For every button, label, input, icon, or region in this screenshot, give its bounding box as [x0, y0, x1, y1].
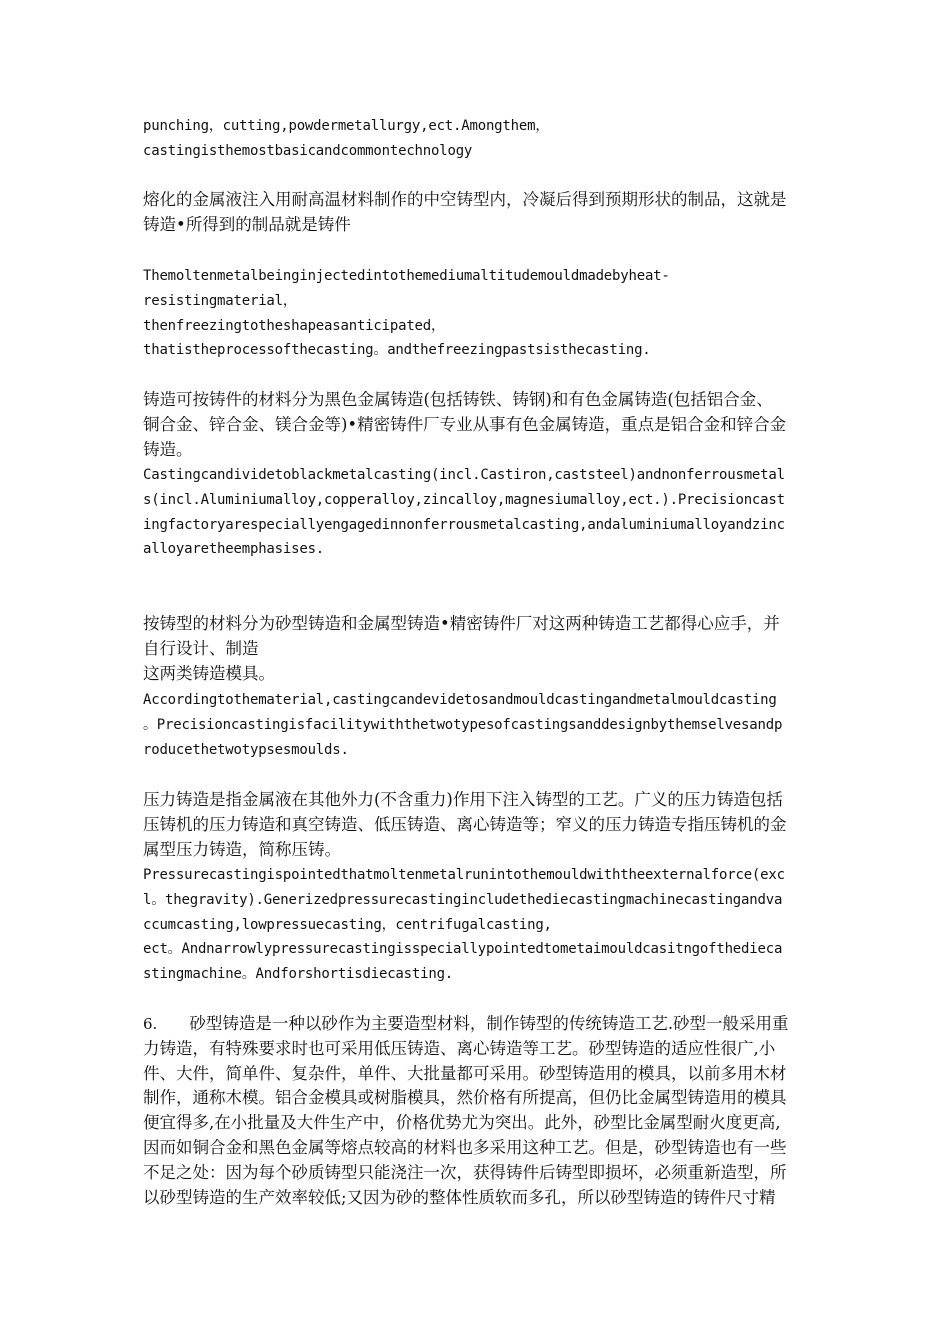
text-line: s(incl.Aluminiumalloy,copperalloy,zincalloy,magnesiumalloy,ect.).Precisioncast	[143, 491, 785, 508]
text-line: 铸造可按铸件的材料分为黑色金属铸造(包括铸铁、铸钢)和有色金属铸造(包括铝合金、	[143, 390, 773, 409]
text-line: thenfreezingtotheshapeasanticipated，	[143, 317, 445, 334]
text-line: 砂型铸造是一种以砂作为主要造型材料，制作铸型的传统铸造工艺.砂型一般采用重	[189, 1014, 789, 1033]
text-line: 制作，通称木模。铝合金模具或树脂模具，然价格有所提高，但仍比金属型铸造用的模具	[143, 1088, 787, 1108]
text-line: 因而如铜合金和黑色金属等熔点较高的材料也多采用这种工艺。但是，砂型铸造也有一些	[143, 1137, 787, 1157]
paragraph-pressure-casting-english	[143, 863, 823, 987]
text-line: 件、大件，简单件、复杂件，单件、大批量都可采用。砂型铸造用的模具，以前多用木材	[143, 1063, 787, 1083]
text-line: Pressurecastingispointedthatmoltenmetalrunintothemouldwiththeexternalforce(exc	[143, 867, 785, 883]
text-line: 这两类铸造模具。	[143, 663, 275, 683]
text-line: punching，cutting,powdermetallurgy,ect.Amongthem，	[143, 118, 550, 134]
text-line: 。Precisioncastingisfacilitywiththetwotypesofcastingsanddesignbythemselvesandp	[143, 716, 783, 733]
text-line: 属型压力铸造，简称压铸。	[143, 839, 341, 859]
text-line: stingmachine。Andforshortisdiecasting.	[143, 966, 454, 983]
text-line: alloyaretheemphasises.	[143, 541, 325, 558]
paragraph-pressure-casting-chinese	[143, 788, 823, 862]
text-line: 便宜得多,在小批量及大件生产中，价格优势尤为突出。此外，砂型比金属型耐火度更高,	[143, 1113, 781, 1133]
paragraph-sand-casting-chinese	[143, 1012, 823, 1210]
text-line: 按铸型的材料分为砂型铸造和金属型铸造•精密铸件厂对这两种铸造工艺都得心应手，并	[143, 614, 780, 633]
text-line: 力铸造，有特殊要求时也可采用低压铸造、离心铸造等工艺。砂型铸造的适应性很广,小	[143, 1038, 776, 1058]
text-line: 以砂型铸造的生产效率较低;又因为砂的整体性质软而多孔，所以砂型铸造的铸件尺寸精	[143, 1187, 776, 1207]
text-line: 不足之处：因为每个砂质铸型只能浇注一次，获得铸件后铸型即损坏，必须重新造型，所	[143, 1162, 787, 1182]
text-line: 压铸机的压力铸造和真空铸造、低压铸造、离心铸造等；窄义的压力铸造专指压铸机的金	[143, 814, 787, 834]
text-line: ccumcasting,lowpressuecasting，centrifugalcasting,	[143, 916, 552, 933]
paragraph-casting-definition-chinese	[143, 188, 823, 238]
text-line: 铸造。	[143, 439, 193, 459]
text-line: ect。Andnarrowlypressurecastingisspeciallypointedtometaimouldcasitngofthedieca	[143, 941, 783, 958]
paragraph-metal-classification-english	[143, 463, 823, 562]
text-line: roducethetwotypsesmoulds.	[143, 741, 349, 758]
text-line: 熔化的金属液注入用耐高温材料制作的中空铸型内，冷凝后得到预期形状的制品，这就是	[143, 190, 787, 209]
text-line: 铜合金、锌合金、镁合金等)•精密铸件厂专业从事有色金属铸造，重点是铝合金和锌合金	[143, 414, 787, 434]
paragraph-metal-classification-chinese	[143, 388, 823, 462]
paragraph-casting-definition-english	[143, 264, 823, 363]
text-line: Accordingtothematerial,castingcandevidetosandmouldcastingandmetalmouldcasting	[143, 692, 777, 708]
paragraph-number: 6.	[143, 1015, 158, 1033]
text-line: thatistheprocessofthecasting。andthefreezingpastsisthecasting.	[143, 342, 651, 359]
text-line: 压力铸造是指金属液在其他外力(不含重力)作用下注入铸型的工艺。广义的压力铸造包括	[143, 790, 783, 809]
text-line: Castingcandividetoblackmetalcasting(incl.Castiron,caststeel)andnonferrousmetal	[143, 467, 785, 483]
numbered-first-line	[143, 1012, 823, 1037]
paragraph-intro-english	[143, 114, 823, 164]
text-line: 铸造•所得到的制品就是铸件	[143, 214, 351, 234]
text-line: 自行设计、制造	[143, 638, 259, 658]
text-line: resistingmaterial，	[143, 292, 297, 309]
text-line: castingisthemostbasicandcommontechnology	[143, 142, 473, 159]
text-line: l。thegravity).Generizedpressurecastingincludethediecastingmachinecastingandva	[143, 891, 783, 908]
paragraph-mould-material-chinese	[143, 612, 823, 686]
text-line: Themoltenmetalbeinginjectedintothemediumaltitudemouldmadebyheat-	[143, 268, 670, 284]
text-line: ingfactoryarespeciallyengagedinnonferrousmetalcasting,andaluminiumalloyandzinc	[143, 516, 785, 533]
paragraph-mould-material-english	[143, 688, 823, 762]
